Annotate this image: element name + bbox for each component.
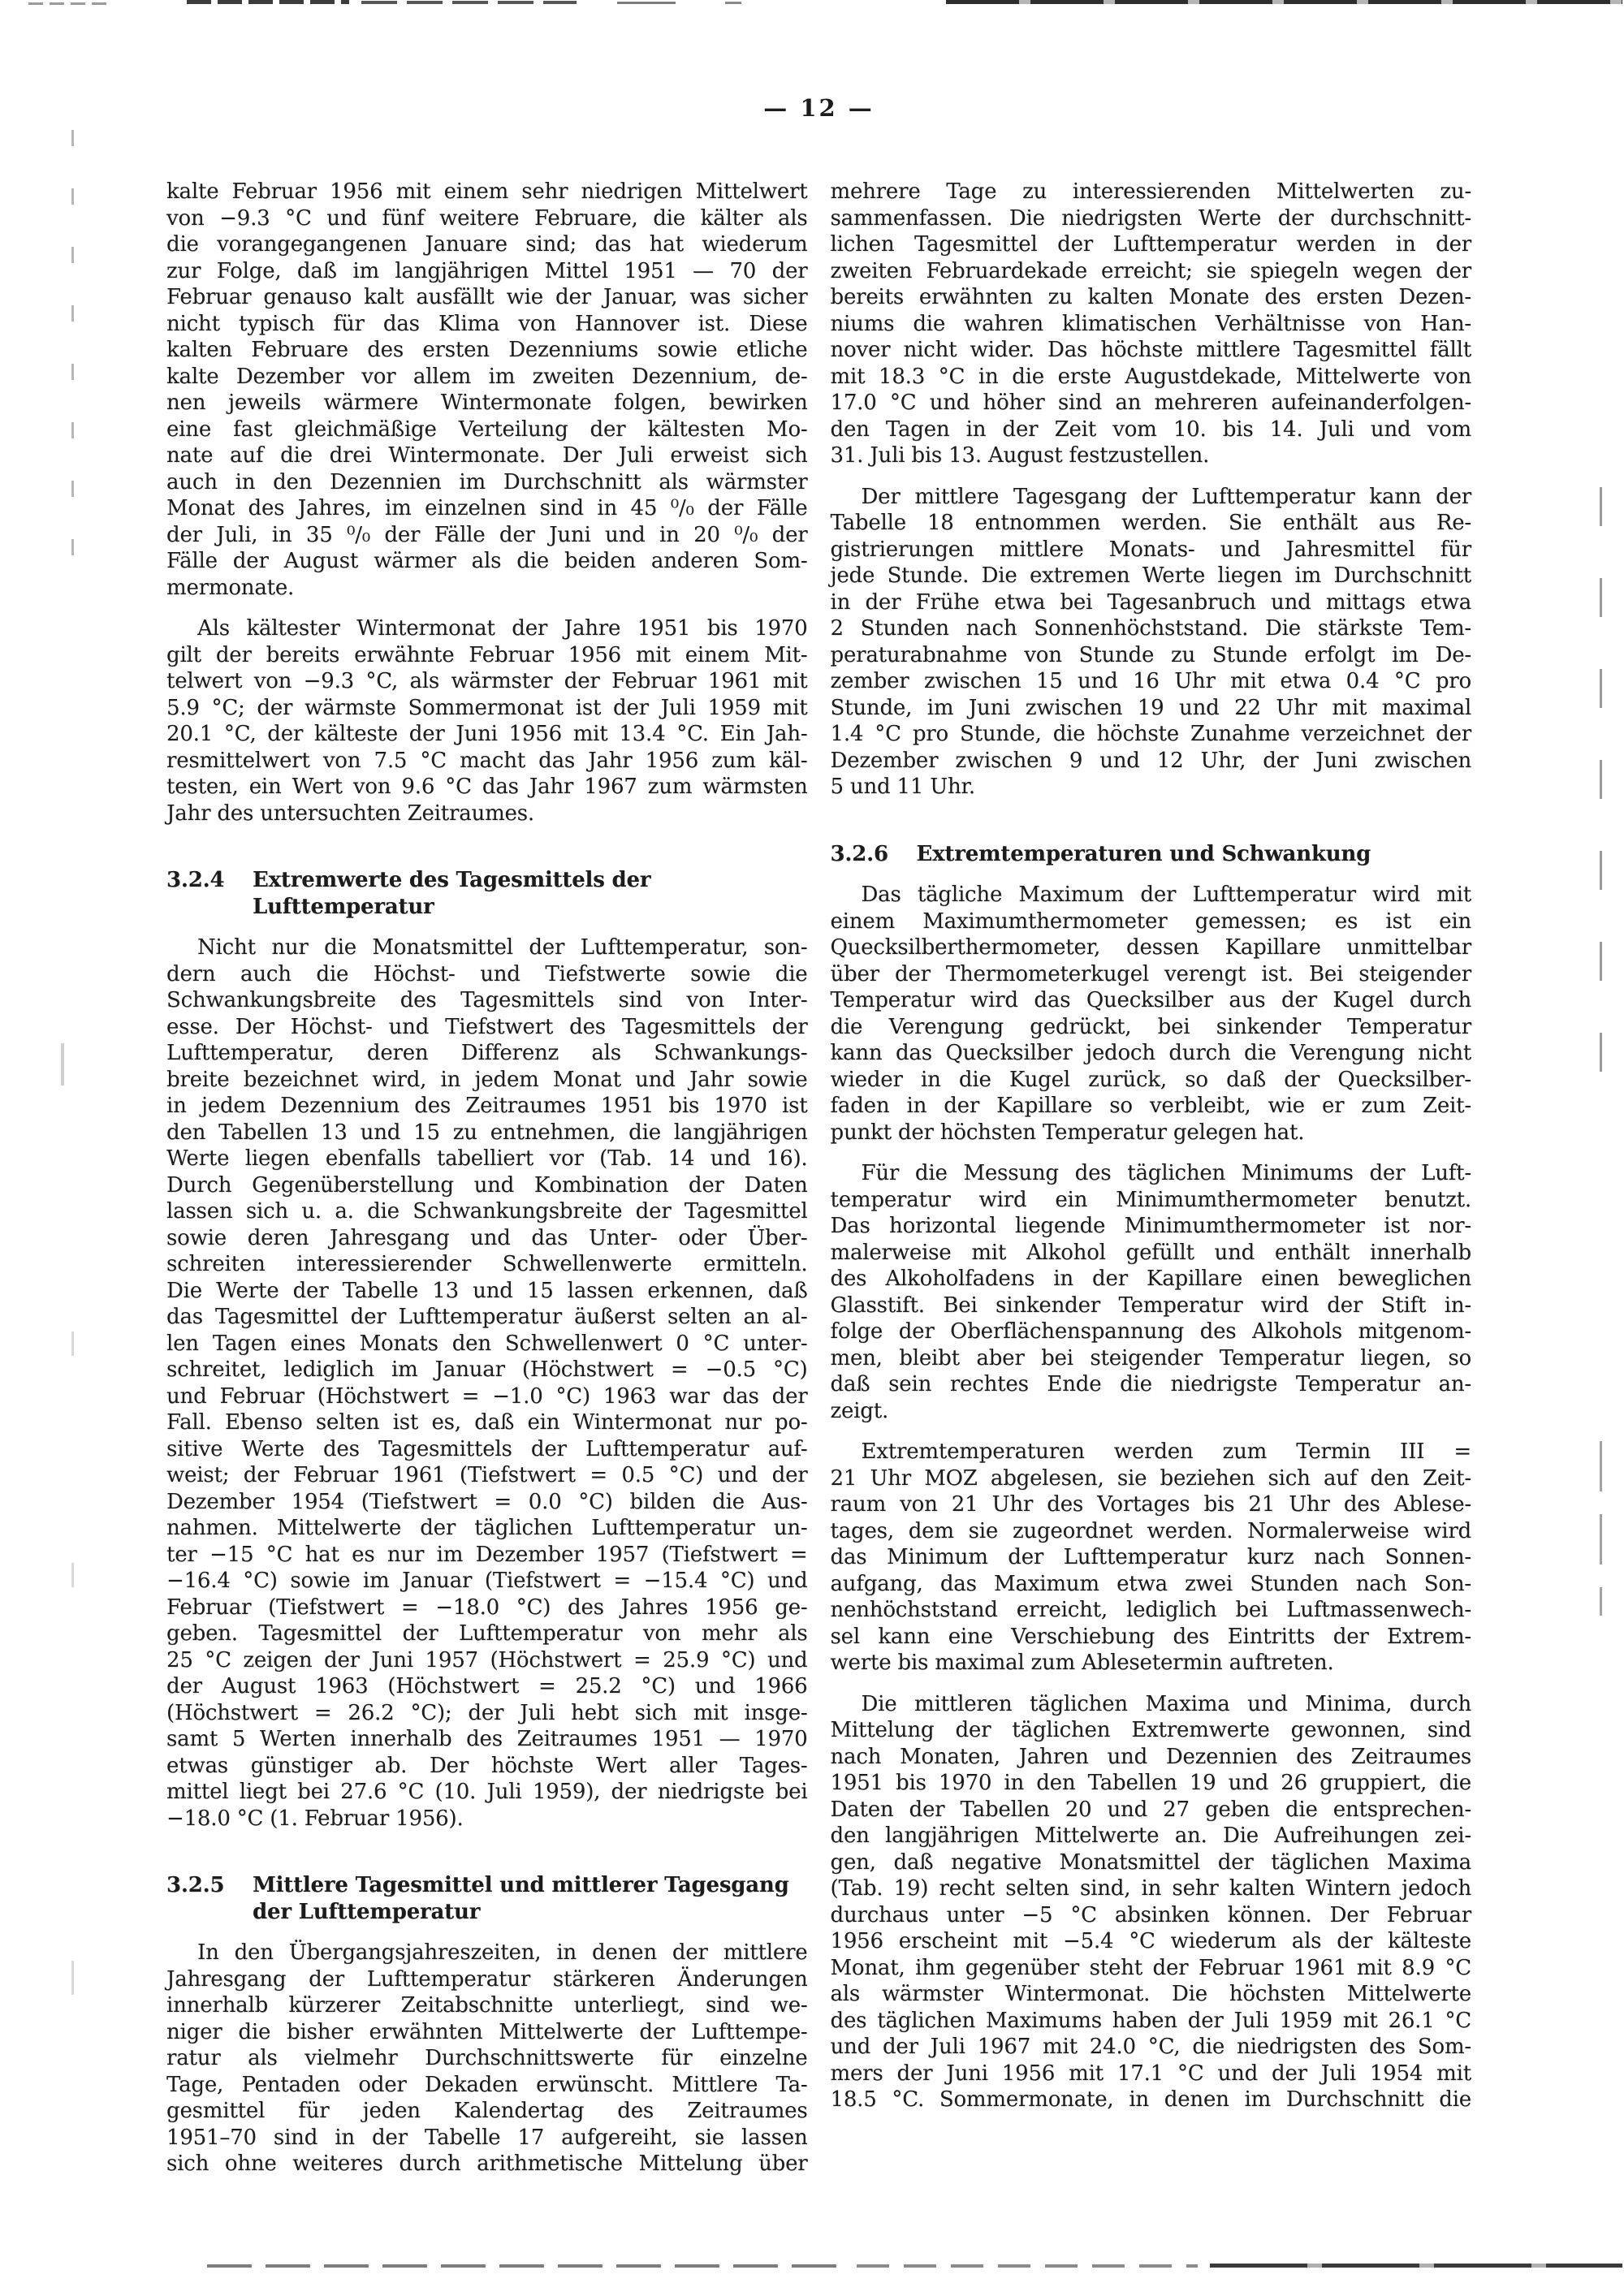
text-line: wieder in die Kugel zurück, so daß der Quecksilber- [830,1067,1471,1092]
scan-artifact-top-edge [725,2,741,4]
section-title [253,867,808,920]
text-line: weist; der Februar 1961 (Tiefstwert = 0.5 °C) und der [166,1463,808,1487]
paragraph [166,179,808,601]
heading-line: Extremwerte des Tagesmittels der Lufttemperatur [253,868,651,919]
paragraph [166,615,808,826]
text-line: gen, daß negative Monatsmittel der täglichen Maxima [830,1849,1471,1875]
text-line: und der Juli 1967 mit 24.0 °C, die niedrigsten des Som- [830,2035,1471,2059]
text-line: −18.0 °C (1. Februar 1956). [166,1806,464,1831]
text-line: Monat des Jahres, im einzelnen sind in 45 ⁰/₀ der Fälle [166,496,808,520]
text-line: testen, ein Wert von 9.6 °C das Jahr 1967 zum wärmsten [166,775,808,799]
text-line: mittel liegt bei 27.6 °C (10. Juli 1959), der niedrigste bei [166,1780,808,1804]
text-line: das Minimum der Lufttemperatur kurz nach Sonnen- [830,1545,1471,1569]
text-line: von −9.3 °C und fünf weitere Februare, die kälter als [166,205,808,231]
text-line: 17.0 °C und höher sind an mehreren aufeinanderfolgen- [830,391,1471,415]
text-line: 1956 erscheint mit −5.4 °C wiederum als der kälteste [830,1929,1471,1953]
text-line: der August 1963 (Höchstwert = 25.2 °C) und 1966 [166,1674,808,1698]
text-line: als wärmster Wintermonat. Die höchsten Mittelwerte [830,1982,1471,2006]
text-line: dern auch die Höchst- und Tiefstwerte sowie die [166,961,808,986]
text-line: 5 und 11 Uhr. [830,775,975,799]
text-line: Durch Gegenüberstellung und Kombination der Daten [166,1172,808,1198]
text-line: Das tägliche Maximum der Lufttemperatur wird mit [861,883,1471,907]
text-line: mit 18.3 °C in die erste Augustdekade, Mittelwerte von [830,364,1471,389]
text-line: geben. Tagesmittel der Lufttemperatur von mehr als [166,1621,808,1646]
section-heading [166,1872,808,1925]
paragraph [166,1940,808,2177]
scan-artifact-left-margin [71,1331,74,1356]
text-line: über der Thermometerkugel verengt ist. Bei steigender [830,961,1471,986]
text-line: zweiten Februardekade erreicht; sie spiegeln wegen der [830,258,1471,283]
text-line: Tage, Pentaden oder Dekaden erwünscht. Mittlere Ta- [166,2072,808,2097]
text-line: den Tabellen 13 und 15 zu entnehmen, die langjährigen [166,1120,808,1145]
text-line: mermonate. [166,575,295,600]
paragraph [831,1439,1472,1677]
scan-artifact-right-margin [1600,487,1602,1120]
text-line: kann das Quecksilber jedoch durch die Verengung nicht [830,1041,1471,1065]
text-line: sammenfassen. Die niedrigsten Werte der durchschnitt- [830,205,1471,231]
paragraph [831,882,1472,1146]
text-line: 25 °C zeigen der Juni 1957 (Höchstwert = 25.9 °C) und [166,1647,808,1672]
scan-artifact-top-edge [617,2,676,4]
paragraph [831,1160,1472,1424]
scan-artifact-top-edge [28,2,110,5]
text-line: durchaus unter −5 °C absinken können. Der Februar [830,1902,1471,1927]
text-line: gistrierungen mittlere Monats- und Jahresmittel für [830,537,1471,562]
text-line: telwert von −9.3 °C, als wärmster der Februar 1961 mit [166,669,808,693]
text-line: Mittelung der täglichen Extremwerte gewonnen, sind [830,1718,1471,1742]
text-line: peraturabnahme von Stunde zu Stunde erfolgt im De- [830,642,1471,667]
text-line: sowie deren Jahresgang und das Unter- oder Über- [166,1225,808,1250]
text-line: gilt der bereits erwähnte Februar 1956 mit einem Mit- [166,642,808,667]
section-heading [831,841,1472,868]
section-title [253,1872,808,1925]
text-line: jede Stunde. Die extremen Werte liegen im Durchschnitt [830,563,1471,588]
text-line: Als kältester Wintermonat der Jahre 1951 bis 1970 [197,616,808,641]
left-column [166,179,808,2177]
text-line: nate auf die drei Wintermonate. Der Juli erweist sich [166,443,808,468]
text-line: Schwankungsbreite des Tagesmittels sind von Inter- [166,988,808,1012]
text-line: Jahr des untersuchten Zeitraumes. [166,801,534,826]
text-line: nicht typisch für das Klima von Hannover ist. Diese [166,311,808,336]
right-column [831,179,1472,2177]
scan-artifact-bottom-edge [1210,2264,1622,2268]
text-line: Die mittleren täglichen Maxima und Minima, durch [861,1691,1471,1716]
section-heading [166,867,808,920]
text-line: aufgang, das Maximum etwa zwei Stunden nach Son- [830,1571,1471,1596]
text-line: der Juli, in 35 ⁰/₀ der Fälle der Juni und in 20 ⁰/₀ der [166,522,808,547]
text-line: temperatur wird ein Minimumthermometer benutzt. [830,1187,1471,1212]
text-line: Jahresgang der Lufttemperatur stärkeren Änderungen [166,1966,808,1992]
page-number: — 12 — [763,94,875,122]
text-line: innerhalb kürzerer Zeitabschnitte unterliegt, sind we- [166,1993,808,2018]
text-line: lassen sich u. a. die Schwankungsbreite der Tagesmittel [166,1199,808,1224]
text-line: Dezember zwischen 9 und 12 Uhr, der Juni zwischen [830,748,1471,773]
text-line: mehrere Tage zu interessierenden Mittelwerten zu- [830,179,1471,204]
text-line: kalte Dezember vor allem im zweiten Dezennium, de- [166,364,808,389]
text-line: Für die Messung des täglichen Minimums der Luft- [861,1161,1471,1185]
text-line: Tabelle 18 entnommen werden. Sie enthält aus Re- [830,511,1471,535]
text-line: kalte Februar 1956 mit einem sehr niedrigen Mittelwert [166,179,808,204]
text-line: In den Übergangsjahreszeiten, in denen der mittlere [197,1940,808,1965]
text-line: den langjährigen Mittelwerte an. Die Aufreihungen zei- [830,1823,1471,1848]
text-line: die vorangegangenen Januare sind; das hat wiederum [166,232,808,257]
text-line: len Tagen eines Monats den Schwellenwert 0 °C unter- [166,1331,808,1356]
section-number: 3.2.4 [166,868,225,892]
text-line: esse. Der Höchst- und Tiefstwert des Tagesmittels der [166,1014,808,1039]
paragraph [166,934,808,1832]
text-line: 18.5 °C. Sommermonate, in denen im Durchschnitt die [830,2087,1471,2112]
text-line: 1951–70 sind in der Tabelle 17 aufgereiht, sie lassen [166,2125,808,2150]
text-line: 5.9 °C; der wärmste Sommermonat ist der Juli 1959 mit [166,695,808,720]
text-line: punkt der höchsten Temperatur gelegen hat. [830,1120,1305,1145]
text-line: Temperatur wird das Quecksilber aus der Kugel durch [830,988,1471,1012]
text-line: gesmittel für jeden Kalendertag des Zeitraumes [166,2099,808,2123]
text-line: niums die wahren klimatischen Verhältnisse von Han- [830,311,1471,336]
text-line: 21 Uhr MOZ abgelesen, sie beziehen sich auf den Zeit- [830,1465,1471,1491]
text-line: malerweise mit Alkohol gefüllt und enthält innerhalb [830,1240,1471,1265]
paragraph [831,484,1472,801]
heading-line: Mittlere Tagesmittel und mittlerer Tagesgang [253,1873,789,1897]
text-line: nover nicht wider. Das höchste mittlere Tagesmittel fällt [830,338,1471,362]
scan-artifact-left-margin [71,130,74,585]
text-line: eine fast gleichmäßige Verteilung der kältesten Mo- [166,416,808,442]
text-line: Die Werte der Tabelle 13 und 15 lassen erkennen, daß [166,1278,808,1303]
scan-artifact-left-margin [61,1043,64,1085]
text-line: Der mittlere Tagesgang der Lufttemperatur kann der [861,484,1471,509]
text-line: Extremtemperaturen werden zum Termin III = [861,1439,1471,1464]
heading-line: der Lufttemperatur [253,1899,481,1924]
text-line: einem Maximumthermometer gemessen; es ist ein [830,908,1471,934]
text-line: etwas günstiger ab. Der höchste Wert aller Tages- [166,1753,808,1778]
text-line: niger die bisher erwähnten Mittelwerte der Lufttempe- [166,2019,808,2044]
text-line: 31. Juli bis 13. August festzustellen. [830,443,1210,468]
scan-artifact-left-margin [71,1961,74,1995]
text-line: Werte liegen ebenfalls tabelliert vor (Tab. 14 und 16). [166,1146,808,1171]
scan-artifact-right-margin [1600,1441,1602,1616]
paragraph [831,179,1472,469]
text-line: bereits erwähnten zu kalten Monate des ersten Dezen- [830,285,1471,309]
text-line: schreitet, lediglich im Januar (Höchstwert = −0.5 °C) [166,1357,808,1382]
text-line: daß sein rechtes Ende die niedrigste Temperatur an- [830,1372,1471,1396]
text-line: faden in der Kapillare so verbleibt, wie er zum Zeit- [830,1094,1471,1118]
heading-line: Extremtemperaturen und Schwankung [916,841,1371,866]
text-line: Februar genauso kalt ausfällt wie der Januar, was sicher [166,285,808,309]
text-line: tages, dem sie zugeordnet werden. Normalerweise wird [830,1518,1471,1543]
text-line: Stunde, im Juni zwischen 19 und 22 Uhr mit maximal [830,695,1471,720]
text-line: in jedem Dezennium des Zeitraumes 1951 bis 1970 ist [166,1094,808,1118]
text-line: die Verengung gedrückt, bei sinkender Temperatur [830,1014,1471,1039]
text-line: und Februar (Höchstwert = −1.0 °C) 1963 war das der [166,1383,808,1409]
text-line: 2 Stunden nach Sonnenhöchststand. Die stärkste Tem- [830,616,1471,641]
text-line: werte bis maximal zum Ablesetermin auftreten. [830,1651,1334,1675]
text-line: den Tagen in der Zeit vom 10. bis 14. Juli und vom [830,416,1471,442]
text-line: 1951 bis 1970 in den Tabellen 19 und 26 gruppiert, die [830,1771,1471,1795]
text-line: ter −15 °C hat es nur im Dezember 1957 (Tiefstwert = [166,1542,808,1567]
text-line: Nicht nur die Monatsmittel der Lufttemperatur, son- [197,935,808,960]
text-line: sich ohne weiteres durch arithmetische Mittelung über [166,2151,808,2176]
scan-artifact-top-edge [361,1,577,4]
text-line: Fälle der August wärmer als die beiden anderen Som- [166,549,808,573]
text-line: Glasstift. Bei sinkender Temperatur wird der Stift in- [830,1293,1471,1318]
text-line: Fall. Ebenso selten ist es, daß ein Wintermonat nur po- [166,1410,808,1435]
text-line: sitive Werte des Tagesmittels der Lufttemperatur auf- [166,1436,808,1461]
scan-artifact-left-margin [71,1563,74,1587]
scan-artifact-bottom-edge [857,2264,1198,2268]
text-line: Lufttemperatur, deren Differenz als Schwankungs- [166,1041,808,1065]
text-line: des Alkoholfadens in der Kapillare einen beweglichen [830,1267,1471,1291]
text-line: 1.4 °C pro Stunde, die höchste Zunahme verzeichnet der [830,722,1471,746]
text-line: zur Folge, daß im langjährigen Mittel 1951 — 70 der [166,258,808,283]
text-line: nahmen. Mittelwerte der täglichen Lufttemperatur un- [166,1516,808,1540]
text-line: zeigt. [830,1398,889,1423]
text-line: des täglichen Maximums haben der Juli 1959 mit 26.1 °C [830,2008,1471,2033]
text-columns [166,179,1471,2177]
text-line: mers der Juni 1956 mit 17.1 °C und der Juli 1954 mit [830,2061,1471,2086]
text-line: −16.4 °C) sowie im Januar (Tiefstwert = −15.4 °C) und [166,1569,808,1593]
text-line: nach Monaten, Jahren und Dezennien des Zeitraumes [830,1744,1471,1769]
text-line: resmittelwert von 7.5 °C macht das Jahr 1956 zum käl- [166,748,808,773]
text-line: 20.1 °C, der kälteste der Juni 1956 mit 13.4 °C. Ein Jah- [166,722,808,746]
section-title [917,841,1472,868]
text-line: samt 5 Werten innerhalb des Zeitraumes 1951 — 1970 [166,1727,808,1751]
text-line: Monat, ihm gegenüber steht der Februar 1961 mit 8.9 °C [830,1955,1471,1980]
section-number: 3.2.5 [166,1873,225,1897]
text-line: raum von 21 Uhr des Vortages bis 21 Uhr des Ablese- [830,1492,1471,1517]
text-line: sel kann eine Verschiebung des Eintritts der Extrem- [830,1624,1471,1649]
text-line: nen jeweils wärmere Wintermonate folgen, bewirken [166,391,808,415]
text-line: breite bezeichnet wird, in jedem Monat und Jahr sowie [166,1067,808,1092]
text-line: nenhöchststand erreicht, lediglich bei Luftmassenwech- [830,1598,1471,1622]
scan-artifact-bottom-edge [207,2264,840,2268]
text-line: folge der Oberflächenspannung des Alkohols mitgenom- [830,1319,1471,1344]
text-line: zember zwischen 15 und 16 Uhr mit etwa 0.4 °C pro [830,669,1471,693]
text-line: ratur als vielmehr Durchschnittswerte für einzelne [166,2046,808,2070]
scan-artifact-top-edge [187,0,349,4]
text-line: Das horizontal liegende Minimumthermometer ist nor- [830,1214,1471,1238]
text-line: lichen Tagesmittel der Lufttemperatur werden in der [830,232,1471,257]
paragraph [831,1691,1472,2113]
text-line: Dezember 1954 (Tiefstwert = 0.0 °C) bilden die Aus- [166,1489,808,1514]
text-line: schreiten interessierender Schwellenwerte ermitteln. [166,1252,808,1276]
section-number: 3.2.6 [830,841,888,866]
text-line: Daten der Tabellen 20 und 27 geben die entsprechen- [830,1797,1471,1822]
text-line: men, bleibt aber bei steigender Temperatur liegen, so [830,1345,1471,1370]
text-line: Februar (Tiefstwert = −18.0 °C) des Jahres 1956 ge- [166,1595,808,1620]
scan-artifact-top-edge [946,0,1622,4]
text-line: (Höchstwert = 26.2 °C); der Juli hebt sich mit insge- [166,1700,808,1725]
text-line: kalten Februare des ersten Dezenniums sowie etliche [166,338,808,362]
text-line: in der Frühe etwa bei Tagesanbruch und mittags etwa [830,589,1471,615]
text-line: das Tagesmittel der Lufttemperatur äußerst selten an al- [166,1305,808,1329]
text-line: auch in den Dezennien im Durchschnitt als wärmster [166,469,808,494]
text-line: Quecksilberthermometer, dessen Kapillare unmittelbar [830,935,1471,960]
text-line: (Tab. 19) recht selten sind, in sehr kalten Wintern jedoch [830,1876,1471,1901]
